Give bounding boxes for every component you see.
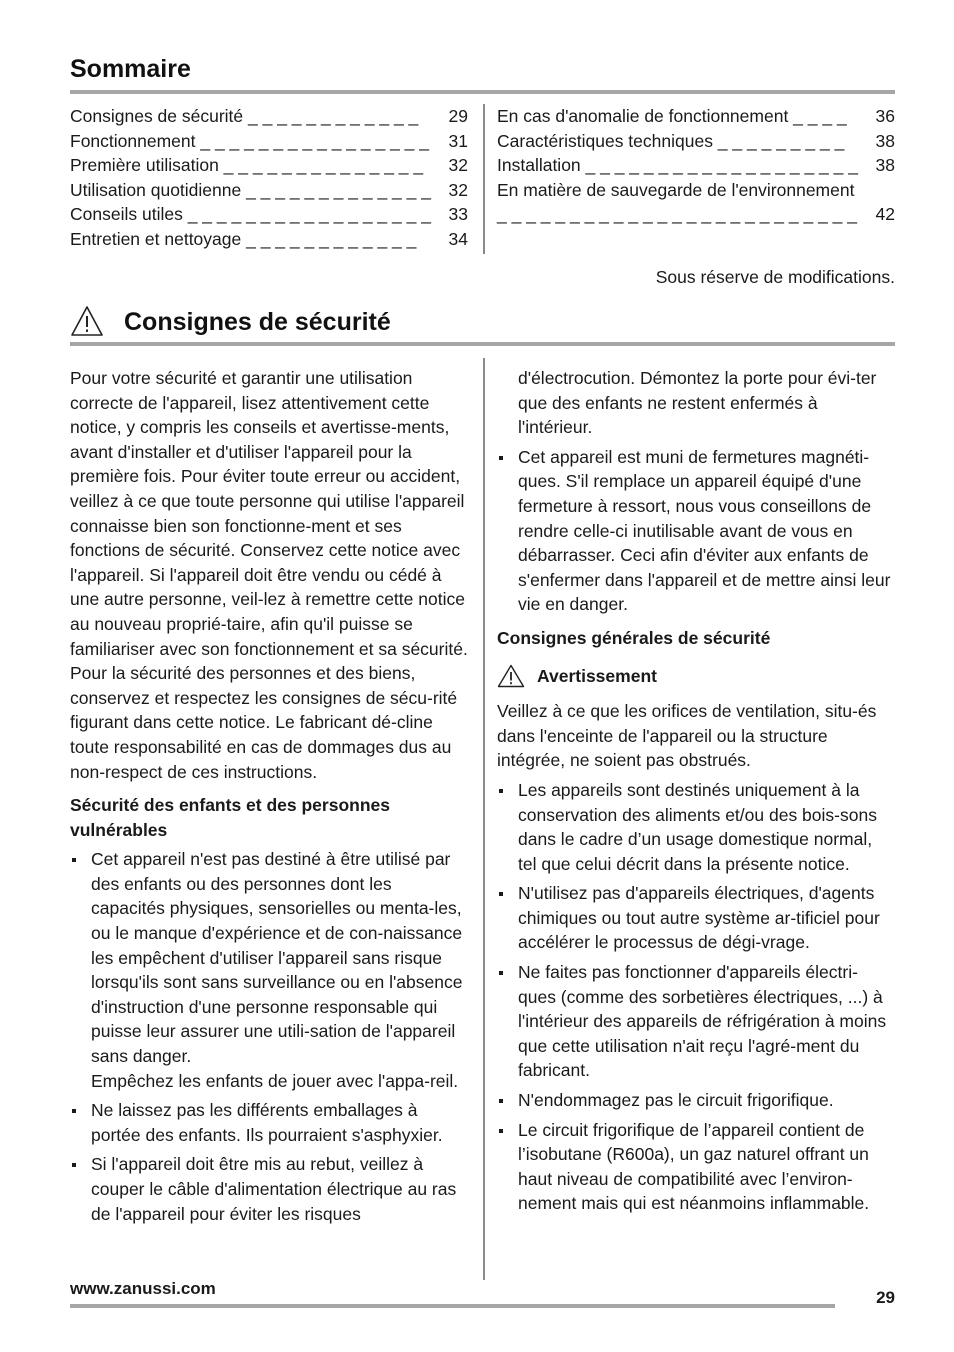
intro-paragraph: Pour votre sécurité et garantir une utilisation correcte de l'appareil, lisez attentivement cette notice, y compris les conseils et avertisse-ments, avant d'installer et d'utiliser l'appareil pour la première fois. Pour éviter toute erreur ou accident, veillez à ce que toute personne qui utilise l'appareil connaisse bien son fonctionne-ment et ses fonctions de sécurité. Conservez cette notice avec l'appareil. Si l'appareil doit être vendu ou cédé à une autre personne, veil-lez à remettre cette notice au nouveau proprié-taire, afin qu'il puisse se familiariser avec son fonctionnement et sa sécurité.: [70, 368, 468, 659]
safety-title-rule: [70, 342, 895, 346]
children-list: [70, 847, 468, 1226]
toc-note: Sous réserve de modifications.: [655, 267, 895, 287]
toc-entry[interactable]: Fonctionnement _ _ _ _ _ _ _ _ _ _ _ _ _ _ _ _ 31: [70, 130, 468, 151]
toc-entry[interactable]: Caractéristiques techniques _ _ _ _ _ _ _ _ _ 38: [497, 130, 895, 151]
safety-title: Consignes de sécurité: [124, 308, 391, 336]
toc-entry[interactable]: En cas d'anomalie de fonctionnement _ _ _ _ 36: [497, 106, 895, 126]
toc-entry[interactable]: Consignes de sécurité _ _ _ _ _ _ _ _ _ _ _ _ 29: [70, 106, 468, 126]
children-heading: Sécurité des enfants et des personnes vulnérables: [70, 795, 390, 840]
safety-left-column: [70, 366, 468, 1226]
general-list: [497, 778, 895, 1216]
list-item: N'utilisez pas d'appareils électriques, d'agents chimiques ou tout autre système ar-tificiel pour accélérer le processus de dégi-vrage.: [497, 881, 895, 955]
continued-paragraph: d'électrocution. Démontez la porte pour évi-ter que des enfants ne restent enfermés à l'intérieur.: [518, 368, 877, 438]
general-heading: Consignes générales de sécurité: [497, 627, 771, 648]
list-item: Les appareils sont destinés uniquement à la conservation des aliments et/ou des bois-sons dans le cadre d’un usage domestique normal, tel que celui décrit dans la présente notice.: [497, 778, 895, 876]
warning-triangle-icon: [70, 305, 104, 337]
toc-column-divider: [483, 104, 485, 254]
list-item: Ne laissez pas les différents emballages à portée des enfants. Ils pourraient s'asphyxier.: [70, 1098, 468, 1147]
toc-entry[interactable]: Utilisation quotidienne _ _ _ _ _ _ _ _ _ _ _ _ _ 32: [70, 179, 468, 200]
list-item: N'endommagez pas le circuit frigorifique.: [497, 1088, 895, 1113]
warning-label: Avertissement: [537, 665, 657, 686]
toc-title-rule: [70, 90, 895, 94]
list-item: Cet appareil n'est pas destiné à être utilisé par des enfants ou des personnes dont les capacités physiques, sensorielles ou menta-les, ou le manque d'expérience et de con-naissance les empêchent d'utiliser l'appareil sans risque lorsqu'ils sont sans surveillance ou en l'absence d'instruction d'une personne responsable qui puisse leur assurer une utili-sation de l'appareil sans danger. Empêchez les enfants de jouer avec l'appa-reil.: [70, 847, 468, 1093]
intro-paragraph: Pour la sécurité des personnes et des biens, conservez et respectez les consignes de sécu-rité figurant dans cette notice. Le fabricant dé-cline toute responsabilité en cas de dommages dus au non-respect de ces instructions.: [70, 663, 458, 782]
page-number: 29: [876, 1288, 895, 1307]
toc-entry[interactable]: _ _ _ _ _ _ _ _ _ _ _ _ _ _ _ _ _ _ _ _ _ _ _ _ _ 42: [497, 204, 895, 224]
list-item: Ne faites pas fonctionner d'appareils électri-ques (comme des sorbetières électriques, ...) à l'intérieur des appareils de réfrigération à moins que cette utilisation n'ait reçu l'agré-ment du fabricant.: [497, 960, 895, 1083]
list-item: Le circuit frigorifique de l’appareil contient de l’isobutane (R600a), un gaz naturel offrant un haut niveau de compatibilité avec l’environ-nement mais qui est néanmoins inflammable.: [497, 1118, 895, 1216]
warning-callout: [497, 664, 895, 689]
warning-icon: [497, 664, 525, 688]
footer-website-link[interactable]: www.zanussi.com: [70, 1279, 216, 1298]
toc-entry[interactable]: Entretien et nettoyage _ _ _ _ _ _ _ _ _ _ _ _ 34: [70, 228, 468, 249]
footer-rule: [70, 1304, 835, 1308]
toc-entry[interactable]: Conseils utiles _ _ _ _ _ _ _ _ _ _ _ _ _ _ _ _ _ 33: [70, 204, 468, 224]
safety-right-column: [497, 366, 895, 1216]
toc-entry[interactable]: Installation _ _ _ _ _ _ _ _ _ _ _ _ _ _ _ _ _ _ _ 38: [497, 155, 895, 175]
toc-right-column: [497, 104, 895, 254]
list-item: Si l'appareil doit être mis au rebut, veillez à couper le câble d'alimentation électrique au ras de l'appareil pour éviter les risques: [70, 1152, 468, 1226]
list-item: Cet appareil est muni de fermetures magnéti-ques. S'il remplace un appareil équipé d'une fermeture à ressort, nous vous conseillons de rendre celle-ci inutilisable avant de vous en débarrasser. Ceci afin d'éviter aux enfants de s'enfermer dans l'appareil et de mettre ainsi leur vie en danger.: [497, 445, 895, 617]
children-list-continued: [497, 445, 895, 617]
warning-paragraph: Veillez à ce que les orifices de ventilation, situ-és dans l'enceinte de l'appareil ou la structure intégrée, ne soient pas obstrués.: [497, 701, 877, 771]
toc-entry[interactable]: En matière de sauvegarde de l'environnement: [497, 179, 855, 200]
toc-left-column: [70, 104, 468, 254]
toc-title: Sommaire: [70, 55, 191, 83]
toc-entry[interactable]: Première utilisation _ _ _ _ _ _ _ _ _ _ _ _ _ _ 32: [70, 155, 468, 175]
safety-column-divider: [483, 358, 485, 1280]
